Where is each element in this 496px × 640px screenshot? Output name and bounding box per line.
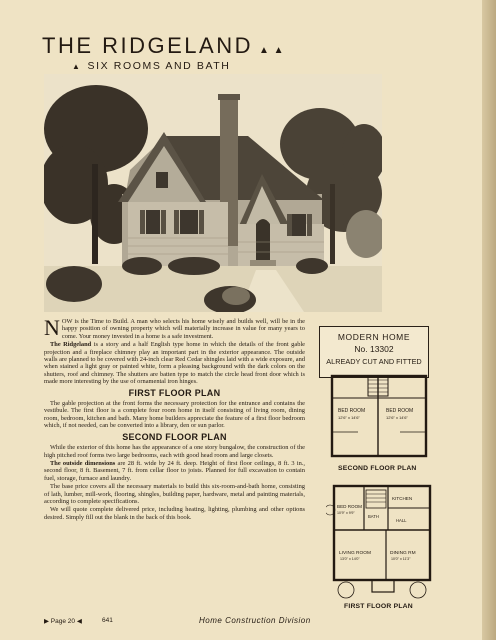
second-floor-size-right: 12'6" x 14'6" bbox=[386, 415, 408, 420]
second-floor-plan-label: SECOND FLOOR PLAN bbox=[338, 465, 417, 472]
catalog-number: 641 bbox=[102, 617, 113, 624]
drop-cap: N bbox=[44, 315, 60, 340]
subtitle-ornament: ▲ bbox=[72, 62, 82, 71]
page-subtitle bbox=[72, 60, 231, 72]
second-floor-plan bbox=[328, 370, 432, 466]
badge-model-number: No. 13302 bbox=[354, 344, 394, 354]
intro-paragraph bbox=[44, 315, 305, 340]
house-illustration bbox=[44, 74, 382, 312]
ridgeland-lead: The Ridgeland bbox=[50, 341, 92, 349]
arched-door bbox=[256, 219, 270, 260]
second-floor-room-right: BED ROOM bbox=[386, 408, 414, 414]
first-floor-bath: BATH bbox=[368, 514, 379, 519]
page-title bbox=[42, 33, 285, 59]
second-floor-heading: SECOND FLOOR PLAN bbox=[122, 431, 227, 442]
badge-line1: MODERN HOME bbox=[337, 332, 411, 342]
first-floor-heading: FIRST FLOOR PLAN bbox=[128, 387, 221, 398]
dimensions-lead: The outside dimensions bbox=[50, 459, 116, 467]
first-floor-plan bbox=[326, 478, 438, 602]
first-floor-paragraph: The gable projection at the front forms the necessary protection for the entrance and contains the vestibule. The first floor is a complete four room home in itself consisting of living room, dining room, bedroom, kitchen and bath. Many home builders appreciate the feature of a first floor bedroom which, if not needed, can be converted into a library, den or sun parlor. bbox=[44, 400, 305, 430]
badge-line3: ALREADY CUT AND FITTED bbox=[326, 357, 422, 366]
second-floor-size-left: 12'6" x 14'6" bbox=[338, 415, 360, 420]
ridgeland-paragraph bbox=[44, 341, 305, 385]
page-footer bbox=[44, 617, 464, 627]
first-floor-bedroom-size: 10'9" x 9'9" bbox=[337, 511, 355, 515]
subtitle-text: SIX ROOMS AND BATH bbox=[87, 60, 231, 72]
title-text: THE RIDGELAND bbox=[42, 33, 253, 58]
division-name: Home Construction Division bbox=[199, 616, 311, 625]
second-floor-paragraph: While the exterior of this home has the appearance of a one story bungalow, the construction of the high pitched roof forms two large bedrooms, each with good head room and large closets. bbox=[44, 444, 305, 459]
intro-text: OW is the Time to Build. A man who selects his home wisely and builds well, will be in the happy position of owning property which will materially increase in value for many years to come. Your money invested in a home is a safe investment. bbox=[61, 318, 305, 340]
first-floor-dining-size: 10'0" x 11'3" bbox=[391, 557, 411, 561]
quote-paragraph: We will quote complete delivered price, including heating, lighting, plumbing and other options desired. Simply fill out the blank in the back of this book. bbox=[44, 506, 305, 521]
first-floor-kitchen: KITCHEN bbox=[392, 496, 413, 501]
first-floor-bedroom: BED ROOM bbox=[337, 504, 363, 509]
first-floor-living-size: 13'0" x 14'0" bbox=[340, 557, 360, 561]
first-floor-plan-label: FIRST FLOOR PLAN bbox=[344, 603, 413, 610]
first-floor-living: LIVING ROOM bbox=[339, 551, 371, 556]
dimensions-text: are 28 ft. wide by 24 ft. deep. Height of first floor ceilings, 8 ft. 3 in., second floor, 8 ft. Basement, 7 ft. from cellar floor to joists. Planned for full excavation to contain fuel, storage, furnace and laundry. bbox=[44, 459, 305, 482]
title-ornament: ▲ ▲ bbox=[258, 45, 285, 56]
second-floor-room-left: BED ROOM bbox=[338, 408, 366, 414]
page-number: ▶ Page 20 ◀ bbox=[44, 618, 82, 625]
price-paragraph: The base price covers all the necessary materials to build this six-room-and-bath home, consisting of lath, lumber, mill-work, flooring, shingles, building paper, hardware, metal and painting materials, according to complete specifications. bbox=[44, 483, 305, 505]
first-floor-dining: DINING RM bbox=[390, 551, 416, 556]
page-edge bbox=[482, 0, 496, 640]
ridgeland-text: is a story and a half English type home in which the details of the front gable projection and a fireplace chimney play an important part in the exterior appearance. The outside walls are planned to be covered with 24-inch clear Red Cedar shingles laid with a wide exposure, and when stained a light gray or painted white, form a pleasing background with the dark colors on the shutters, roof and chimney. The shutters are batten type to match the circle head front door which is made more interesting by the use of ornamental iron hinges. bbox=[44, 341, 305, 386]
description-text bbox=[44, 315, 305, 522]
dimensions-paragraph bbox=[44, 460, 305, 482]
first-floor-hall: HALL bbox=[396, 518, 407, 523]
